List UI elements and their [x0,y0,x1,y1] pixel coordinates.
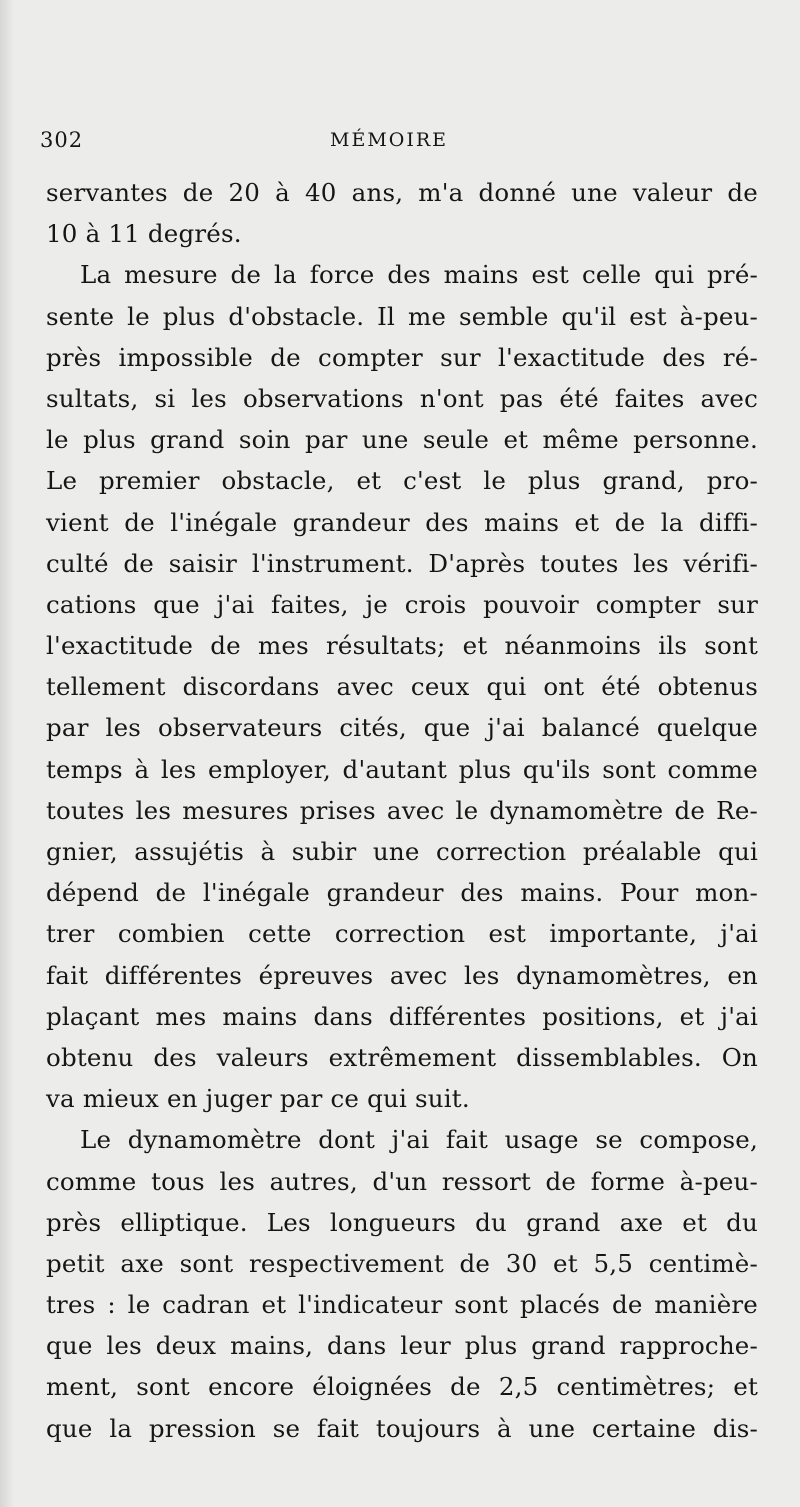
text-line: le plus grand soin par une seule et même personne. [46,425,758,455]
body-text [46,172,758,1449]
text-line: tellement discordans avec ceux qui ont été obtenus [46,672,758,702]
paragraph-hand-strength [46,254,758,1119]
text-line: que les deux mains, dans leur plus grand rapproche- [46,1331,758,1361]
text-line: toutes les mesures prises avec le dynamomètre de Re- [46,795,758,825]
text-line: Le dynamomètre dont j'ai fait usage se compose, [80,1125,758,1155]
running-head [40,128,760,158]
text-line: près impossible de compter sur l'exactitude des ré- [46,342,758,372]
text-line: servantes de 20 à 40 ans, m'a donné une valeur de [46,178,758,207]
text-line: plaçant mes mains dans différentes positions, et j'ai [46,1001,758,1031]
text-line: Le premier obstacle, et c'est le plus grand, pro- [46,466,758,496]
text-line: fait différentes épreuves avec les dynamomètres, en [46,960,758,990]
text-line: temps à les employer, d'autant plus qu'ils sont comme [46,754,758,784]
text-line: La mesure de la force des mains est celle qui pré- [80,260,758,290]
text-line: cations que j'ai faites, je crois pouvoir compter sur [46,589,758,619]
text-line: tres : le cadran et l'indicateur sont placés de manière [46,1290,758,1320]
text-line: gnier, assujétis à subir une correction préalable qui [46,837,758,866]
text-line: comme tous les autres, d'un ressort de forme à-peu- [46,1166,758,1196]
text-line: va mieux en juger par ce qui suit. [46,1084,470,1114]
text-line: petit axe sont respectivement de 30 et 5,5 centimè- [46,1248,758,1278]
text-line: par les observateurs cités, que j'ai balancé quelque [46,713,758,743]
page-edge-shadow [0,0,14,1507]
running-title: MÉMOIRE [330,129,449,151]
text-line: que la pression se fait toujours à une certaine dis- [46,1413,758,1443]
text-line: dépend de l'inégale grandeur des mains. Pour mon- [46,878,758,908]
text-line: l'exactitude de mes résultats; et néanmoins ils sont [46,631,758,661]
text-line: sente le plus d'obstacle. Il me semble qu'il est à-peu- [46,301,758,331]
paragraph-continuation [46,172,758,254]
text-line: trer combien cette correction est importante, j'ai [46,919,758,949]
text-line: 10 à 11 degrés. [46,219,242,249]
text-line: près elliptique. Les longueurs du grand axe et du [46,1207,758,1237]
text-line: obtenu des valeurs extrêmement dissemblables. On [46,1042,758,1072]
text-line: ment, sont encore éloignées de 2,5 centimètres; et [46,1372,758,1402]
text-line: sultats, si les observations n'ont pas été faites avec [46,383,758,413]
page-number: 302 [40,128,84,152]
paragraph-dynamometer [46,1119,758,1449]
text-line: vient de l'inégale grandeur des mains et de la diffi- [46,507,758,537]
text-line: culté de saisir l'instrument. D'après toutes les vérifi- [46,548,758,578]
